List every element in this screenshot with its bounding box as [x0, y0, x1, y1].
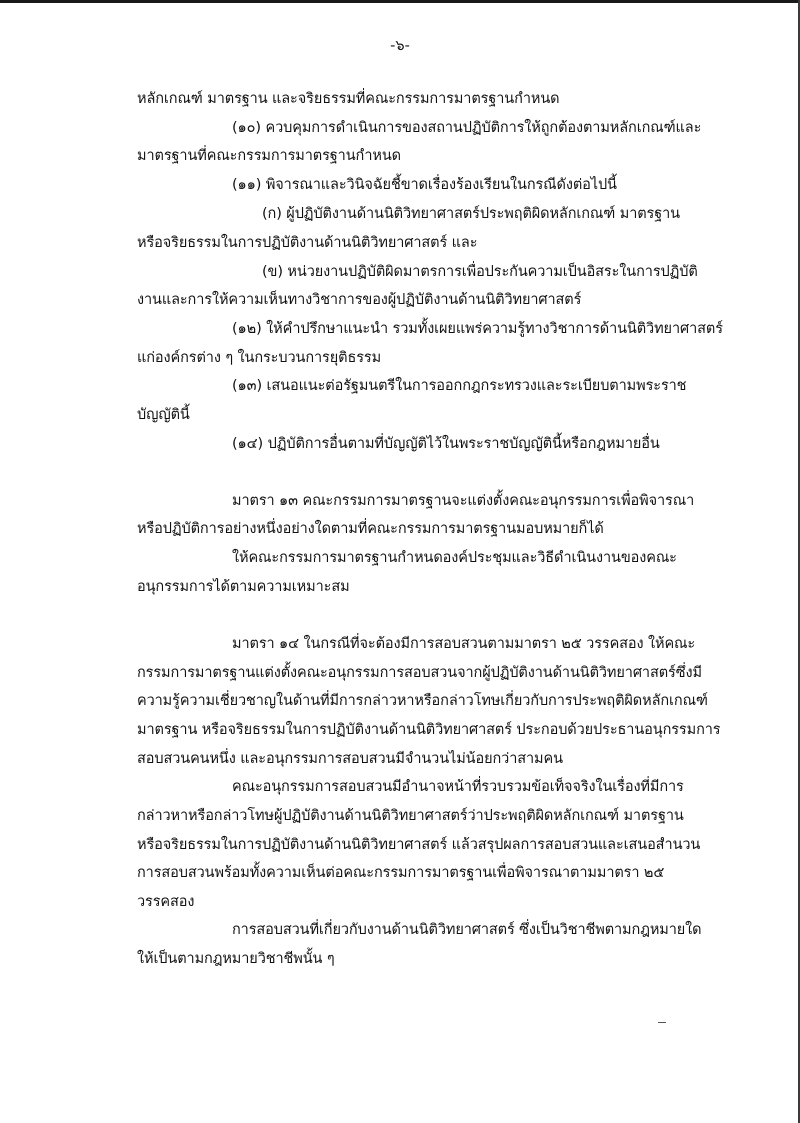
page-number: -๖- [390, 38, 410, 54]
text-line: มาตรา ๑๔ ในกรณีที่จะต้องมีการสอบสวนตามมาตรา ๒๕ วรรคสอง ให้คณะ [232, 636, 696, 652]
text-line: (๑๓) เสนอแนะต่อรัฐมนตรีในการออกกฎกระทรวงและระเบียบตามพระราช [232, 378, 687, 394]
text-line: มาตรา ๑๓ คณะกรรมการมาตรฐานจะแต่งตั้งคณะอนุกรรมการเพื่อพิจารณา [232, 493, 695, 509]
text-line: วรรคสอง [137, 894, 195, 910]
text-line: ให้เป็นตามกฎหมายวิชาชีพนั้น ๆ [137, 951, 335, 967]
text-line: กล่าวหาหรือกล่าวโทษผู้ปฏิบัติงานด้านนิติวิทยาศาสตร์ว่าประพฤติผิดหลักเกณฑ์ มาตรฐาน [137, 808, 684, 824]
text-line: การสอบสวนพร้อมทั้งความเห็นต่อคณะกรรมการมาตรฐานเพื่อพิจารณาตามมาตรา ๒๕ [137, 865, 665, 881]
text-line: (ก) ผู้ปฏิบัติงานด้านนิติวิทยาศาสตร์ประพฤติผิดหลักเกณฑ์ มาตรฐาน [262, 206, 680, 222]
text-line: (๑๐) ควบคุมการดำเนินการของสถานปฏิบัติการให้ถูกต้องตามหลักเกณฑ์และ [232, 120, 702, 136]
scan-speck [658, 1022, 666, 1023]
text-line: หรือปฏิบัติการอย่างหนึ่งอย่างใดตามที่คณะกรรมการมาตรฐานมอบหมายก็ได้ [137, 521, 604, 537]
text-line: สอบสวนคนหนึ่ง และอนุกรรมการสอบสวนมีจำนวนไม่น้อยกว่าสามคน [137, 751, 563, 767]
text-line: แก่องค์กรต่าง ๆ ในกระบวนการยุติธรรม [137, 350, 382, 366]
text-line: มาตรฐาน หรือจริยธรรมในการปฏิบัติงานด้านนิติวิทยาศาสตร์ ประกอบด้วยประธานอนุกรรมการ [137, 722, 721, 738]
text-line: (๑๒) ให้คำปรึกษาแนะนำ รวมทั้งเผยแพร่ความรู้ทางวิชาการด้านนิติวิทยาศาสตร์ [232, 321, 723, 337]
text-line: อนุกรรมการได้ตามความเหมาะสม [137, 579, 350, 595]
text-line: ให้คณะกรรมการมาตรฐานกำหนดองค์ประชุมและวิธีดำเนินงานของคณะ [232, 550, 677, 566]
text-line: การสอบสวนที่เกี่ยวกับงานด้านนิติวิทยาศาสตร์ ซึ่งเป็นวิชาชีพตามกฎหมายใด [232, 922, 702, 938]
scan-top-edge [0, 0, 800, 3]
text-line: บัญญัตินี้ [137, 407, 190, 423]
text-line: (๑๔) ปฏิบัติการอื่นตามที่บัญญัติไว้ในพระราชบัญญัตินี้หรือกฎหมายอื่น [232, 436, 660, 452]
text-line: มาตรฐานที่คณะกรรมการมาตรฐานกำหนด [137, 148, 401, 164]
text-line: คณะอนุกรรมการสอบสวนมีอำนาจหน้าที่รวบรวมข้อเท็จจริงในเรื่องที่มีการ [232, 779, 684, 795]
text-line: กรรมการมาตรฐานแต่งตั้งคณะอนุกรรมการสอบสวนจากผู้ปฏิบัติงานด้านนิติวิทยาศาสตร์ซึ่งมี [137, 665, 702, 681]
text-line: (ข) หน่วยงานปฏิบัติผิดมาตรการเพื่อประกันความเป็นอิสระในการปฏิบัติ [262, 264, 698, 280]
text-line: หรือจริยธรรมในการปฏิบัติงานด้านนิติวิทยาศาสตร์ และ [137, 235, 478, 251]
text-line: (๑๑) พิจารณาและวินิจฉัยชี้ขาดเรื่องร้องเรียนในกรณีดังต่อไปนี้ [232, 177, 617, 193]
text-line: งานและการให้ความเห็นทางวิชาการของผู้ปฏิบัติงานด้านนิติวิทยาศาสตร์ [137, 292, 582, 308]
text-line: หลักเกณฑ์ มาตรฐาน และจริยธรรมที่คณะกรรมการมาตรฐานกำหนด [137, 91, 560, 107]
text-line: หรือจริยธรรมในการปฏิบัติงานด้านนิติวิทยาศาสตร์ แล้วสรุปผลการสอบสวนและเสนอสำนวน [137, 837, 701, 853]
text-line: ความรู้ความเชี่ยวชาญในด้านที่มีการกล่าวหาหรือกล่าวโทษเกี่ยวกับการประพฤติผิดหลักเกณฑ์ [137, 693, 708, 709]
